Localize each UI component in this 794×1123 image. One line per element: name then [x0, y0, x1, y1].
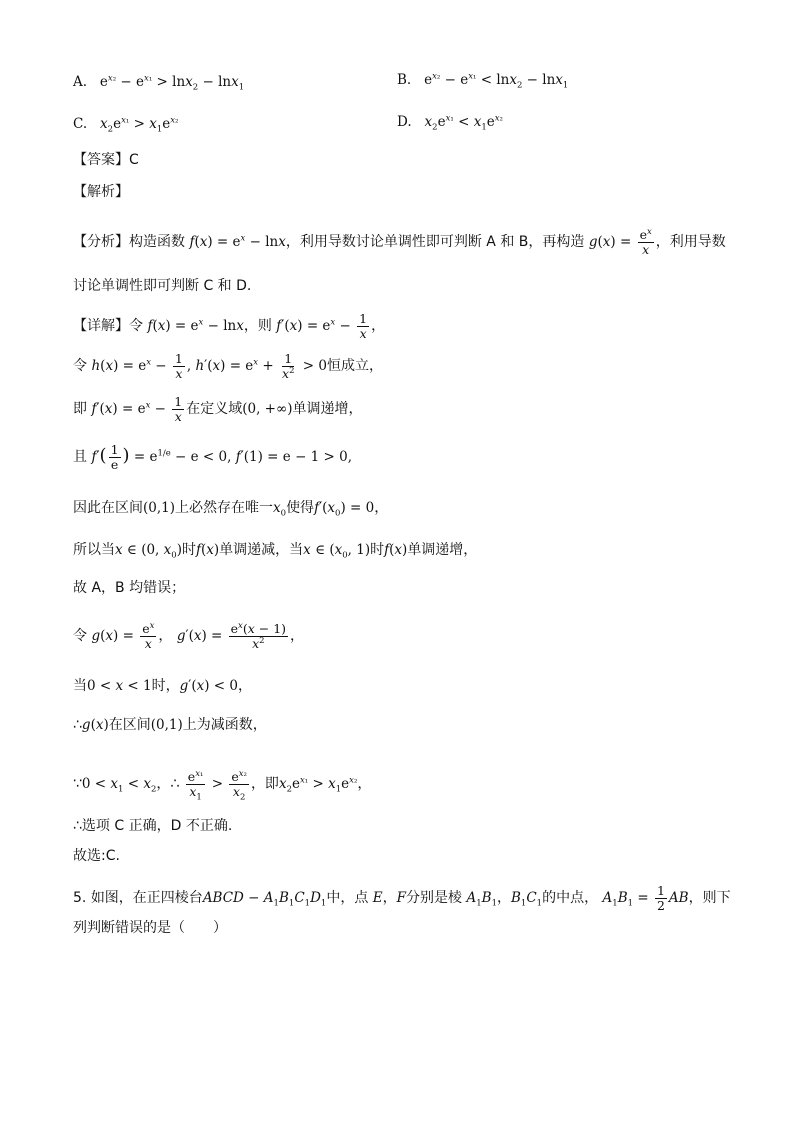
- analysis-heading: 【解析】: [73, 184, 129, 200]
- fenxi-line-2: 讨论单调性即可判断 C 和 D.: [73, 278, 252, 294]
- line-since-text-2: ，∴: [156, 776, 180, 792]
- option-c-expr: $x_2e^{x_1} > x_1e^{x_2}$: [100, 115, 179, 135]
- line-g-formula-g: g(x) = $\frac{e^x}{x}$: [91, 620, 155, 651]
- line-qie: [73, 443, 352, 472]
- question-5-text-4: 分别是棱: [406, 890, 463, 906]
- line-mono-text-3: 单调递增，: [292, 401, 363, 417]
- line-suoyi-text-1: 所以当: [73, 542, 115, 558]
- question-5-relation: $A_1B_1$ = $\frac{1}{2}$ AB: [602, 883, 689, 913]
- line-since-text-1: ∵: [73, 776, 82, 792]
- option-b[interactable]: [397, 71, 569, 91]
- line-since-cond: $0 < x_1 < x_2$: [81, 776, 157, 795]
- xiangjie-text-3: ，: [371, 318, 386, 334]
- line-mono-formula: $f'(x) = e^x$ − $\frac{1}{x}$: [91, 394, 183, 424]
- question-5-number: 5.: [73, 890, 87, 906]
- line-mono-domain: (0, +∞): [242, 401, 293, 417]
- line-yinci-formula: $f'(x_0) = 0$: [314, 500, 375, 519]
- question-5-text-2: 中，点: [326, 890, 369, 906]
- line-g: [73, 622, 304, 651]
- question-5-line-1: [73, 884, 731, 913]
- line-suoyi-f-2: f(x): [384, 542, 408, 558]
- fenxi-text-3: ，利用导数: [655, 234, 726, 250]
- fenxi-formula-f: $f(x) = e^x - \ln x$: [189, 233, 286, 250]
- xiangjie-text-2: ，则: [243, 318, 272, 334]
- question-5-frustum: ABCD − $A_1B_1C_1D_1$: [202, 890, 327, 909]
- fenxi-text-1: 构造函数: [129, 234, 185, 250]
- xiangjie-label: 【详解】: [73, 318, 129, 334]
- question-5-edge-1: $A_1B_1$: [466, 890, 497, 909]
- question-5-text-7: ，则下: [688, 890, 731, 906]
- question-5-text-5: ，: [496, 890, 511, 906]
- fenxi-label: 【分析】: [73, 234, 129, 250]
- option-c-label: C.: [73, 116, 88, 132]
- line-dang-text-1: 当: [73, 678, 87, 694]
- line-suoyi-text-4: 时: [370, 542, 385, 558]
- line-gu: 故 A，B 均错误；: [73, 580, 186, 596]
- line-yinci-text-1: 因此在区间: [73, 500, 143, 516]
- option-a[interactable]: [73, 72, 244, 92]
- option-d-expr: $x_2e^{x_1} < x_1e^{x_2}$: [424, 113, 503, 133]
- answer-label: 【答案】: [73, 152, 129, 168]
- option-d-label: D.: [397, 114, 412, 130]
- line-suoyi-text-3: 单调递减，当: [219, 542, 304, 558]
- fenxi-line: [73, 228, 726, 257]
- line-g-text-1: 令: [73, 628, 87, 644]
- line-mono-text-1: 即: [73, 401, 87, 417]
- line-mono: [73, 395, 363, 424]
- line-h: [73, 352, 383, 381]
- line-there-text-1: ∴: [73, 717, 82, 733]
- line-suoyi-cond-1: x ∈ (0, $x_0$): [115, 542, 182, 561]
- option-a-label: A.: [73, 74, 88, 90]
- question-5-text-6: 的中点，: [542, 890, 599, 906]
- xiangjie-formula-fprime: $f'(x) = e^x$ − $\frac{1}{x}$: [276, 311, 368, 341]
- line-dang-text-2: 时，: [151, 678, 180, 694]
- line-suoyi-cond-2: x ∈ ($x_0$, 1): [303, 542, 371, 561]
- line-mono-text-2: 在定义域: [186, 401, 243, 417]
- line-dang: [73, 676, 252, 696]
- line-yinci-interval: (0,1): [143, 500, 176, 516]
- line-suoyi-text-2: 时: [181, 542, 196, 558]
- line-since-text-3: ，即: [250, 776, 279, 792]
- question-5-text-1: 如图，在正四棱台: [90, 890, 203, 906]
- line-there-g: g(x): [81, 717, 109, 733]
- line-yinci-text-2: 上必然存在唯一: [175, 500, 274, 516]
- line-dang-formula: g′(x) < 0: [179, 678, 238, 694]
- question-5-text-3: ，: [382, 890, 397, 906]
- answer-value: C: [129, 152, 139, 168]
- line-g-formula-gprime: g′(x) = $\frac{e^x(x - 1)}{x^2}$: [176, 620, 287, 651]
- option-b-expr: $e^{x_2} - e^{x_1} < \ln x_2 - \ln x_1$: [424, 71, 569, 91]
- line-qie-text-1: 且: [73, 449, 87, 465]
- line-there-interval: (0,1): [150, 717, 183, 733]
- line-there: [73, 715, 267, 735]
- line-g-text-2: ，: [158, 628, 173, 644]
- line-dang-text-3: ，: [237, 678, 252, 694]
- line-qie-formula: f′( $\frac{1}{e}$ ) = $e^{1/e} - e < 0$, f′(1) = e − 1 > 0,: [91, 442, 353, 472]
- line-yinci-text-4: ，: [374, 500, 389, 516]
- question-5-edge-2: $B_1C_1$: [510, 890, 543, 909]
- answer-line: [73, 150, 139, 170]
- option-c[interactable]: [73, 114, 178, 134]
- line-suoyi-f-1: f(x): [195, 542, 220, 558]
- xiangjie-text-1: 令: [129, 318, 143, 334]
- line-guxuan: 故选:C.: [73, 848, 120, 864]
- xiangjie-formula-f: $f(x) = e^x - \ln x$: [147, 317, 244, 334]
- line-dang-cond: 0 < x < 1: [87, 678, 152, 694]
- line-there-text-2: 在区间: [108, 717, 151, 733]
- line-yinci: [73, 498, 388, 518]
- line-since: [73, 768, 372, 803]
- line-suoyi-text-5: 单调递增，: [407, 542, 478, 558]
- option-d[interactable]: [397, 113, 503, 133]
- line-correct: ∴选项 C 正确，D 不正确.: [73, 818, 233, 834]
- line-there-text-3: 上为减函数，: [182, 717, 267, 733]
- line-since-text-4: ，: [357, 776, 372, 792]
- option-a-expr: $e^{x_2} - e^{x_1} > \ln x_2 - \ln x_1$: [99, 73, 245, 93]
- line-since-result: $x_2e^{x_1} > x_1e^{x_2}$: [278, 775, 358, 795]
- fenxi-text-2: ，利用导数讨论单调性即可判断 A 和 B，再构造: [285, 234, 585, 250]
- line-g-text-3: ，: [290, 628, 305, 644]
- line-yinci-x0: $x_0$: [273, 500, 287, 519]
- xiangjie-line: [73, 312, 385, 341]
- line-h-text-1: 令: [73, 358, 87, 374]
- line-since-ineq: $\frac{e^{x_1}}{x_1}$ > $\frac{e^{x_2}}{x_2}$: [187, 768, 247, 803]
- option-b-label: B.: [397, 72, 412, 88]
- line-suoyi: [73, 540, 477, 560]
- question-5-line-2: 列判断错误的是（ ）: [73, 920, 227, 936]
- question-5-point-f: F: [396, 890, 407, 906]
- question-5-point-e: E: [372, 890, 383, 906]
- line-h-text-2: 恒成立，: [326, 358, 383, 374]
- line-h-formula: $h(x) = e^x$ − $\frac{1}{x}$ , $h'(x) = e^x$ + $\frac{1}{x^2}$ > 0: [91, 351, 327, 381]
- line-yinci-text-3: 使得: [286, 500, 315, 516]
- fenxi-formula-g: g(x) = $\frac{e^x}{x}$: [588, 226, 652, 257]
